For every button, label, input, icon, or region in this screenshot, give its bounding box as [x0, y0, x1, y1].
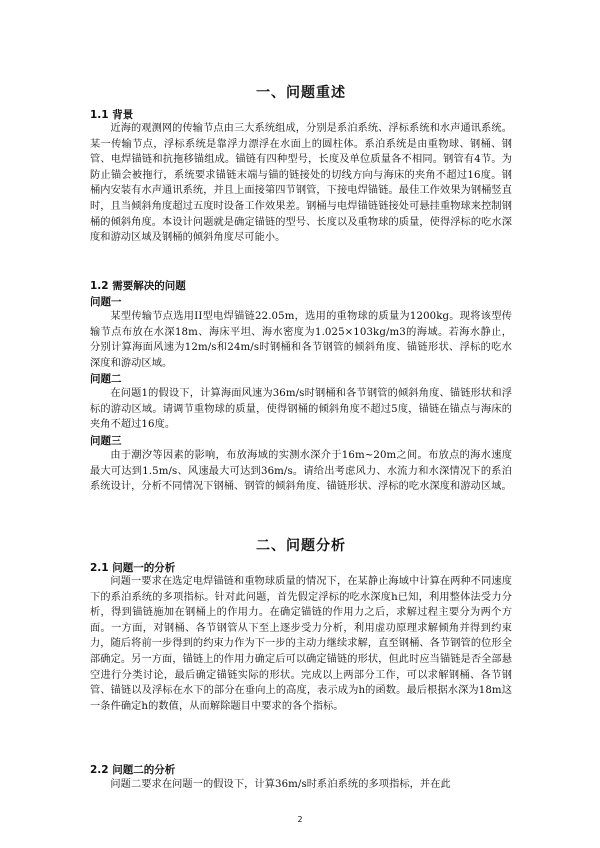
- page-number: 2: [297, 815, 303, 824]
- question-2-title: 问题二: [90, 373, 122, 385]
- background-paragraph: 近海的观测网的传输节点由三大系统组成，分别是系泊系统、浮标系统和水声通讯系统。某一传输节点，浮标系统是靠浮力漂浮在水面上的圆柱体。系泊系统是由重物球、钢桶、钢管、电焊锚链和抗拖移锚组成。锚链有四种型号，长度及单位质量各不相同。钢管有4节。为防止锚会被拖行，系统要求锚链末端与锚的链接处的切线方向与海床的夹角不超过16度。钢桶内安装有水声通讯系统，并且上面接第四节钢管，下接电焊锚链。最佳工作效果为钢桶竖直时，且当倾斜角度超过五度时设备工作效果差。钢桶与电焊锚链链接处可悬挂重物球来控制钢桶的倾斜角度。本设计问题就是确定锚链的型号、长度以及重物球的质量，使得浮标的吃水深度和游动区域及钢桶的倾斜角度尽可能小。: [90, 123, 512, 244]
- subsection-title-q1-analysis: 2.1 问题一的分析: [90, 562, 176, 574]
- question-1-paragraph: 某型传输节点选用II型电焊锚链22.05m，选用的重物球的质量为1200kg。现将该型传输节点布放在水深18m、海床平坦、海水密度为1.025×103kg/m3的海域。若海水静止，分别计算海面风速为12m/s和24m/s时钢桶和各节钢管的倾斜角度、锚链形状、浮标的吃水深度和游动区域。: [90, 311, 512, 369]
- section-title-problem-restatement: 一、问题重述: [256, 85, 346, 101]
- question-1-title: 问题一: [90, 296, 122, 308]
- q2-analysis-paragraph: 问题二要求在问题一的假设下，计算36m/s时系泊系统的多项指标，并在此: [110, 779, 451, 790]
- q1-analysis-paragraph: 问题一要求在选定电焊锚链和重物球质量的情况下，在某静止海域中计算在两种不同速度下的系泊系统的多项指标。针对此问题，首先假定浮标的吃水深度h已知，利用整体法受力分析，得到锚链施加在钢桶上的作用力。在确定锚链的作用力之后，求解过程主要分为两个方面。一方面，对钢桶、各节钢管从下至上逐步受力分析，利用虚功原理求解倾角并得到约束力，随后将前一步得到的约束力作为下一步的主动力继续求解，直至钢桶、各节钢管的位形全部确定。另一方面，锚链上的作用力确定后可以确定锚链的形状，但此时应当锚链是否全部悬空进行分类讨论，最后确定锚链实际的形状。完成以上两部分工作，可以求解钢桶、各节钢管、锚链以及浮标在水下的部分在垂向上的高度，表示成为h的函数。最后根据水深为18m这一条件确定h的数值，从而解除题目中要求的各个指标。: [90, 576, 512, 712]
- question-3-paragraph: 由于潮汐等因素的影响，布放海域的实测水深介于16m~20m之间。布放点的海水速度最大可达到1.5m/s、风速最大可达到36m/s。请给出考虑风力、水流力和水深情况下的系泊系统设计，分析不同情况下钢桶、钢管的倾斜角度、锚链形状、浮标的吃水深度和游动区域。: [90, 450, 512, 493]
- question-2-paragraph: 在问题1的假设下，计算海面风速为36m/s时钢桶和各节钢管的倾斜角度、锚链形状和浮标的游动区域。请调节重物球的质量，使得钢桶的倾斜角度不超过5度，锚链在锚点与海床的夹角不超过16度。: [90, 388, 512, 431]
- subsection-title-q2-analysis: 2.2 问题二的分析: [90, 764, 176, 776]
- question-3-title: 问题三: [90, 435, 122, 447]
- subsection-title-problems-to-solve: 1.2 需要解决的问题: [90, 280, 186, 292]
- section-title-problem-analysis: 二、问题分析: [256, 538, 346, 554]
- subsection-title-background: 1.1 背景: [90, 109, 134, 121]
